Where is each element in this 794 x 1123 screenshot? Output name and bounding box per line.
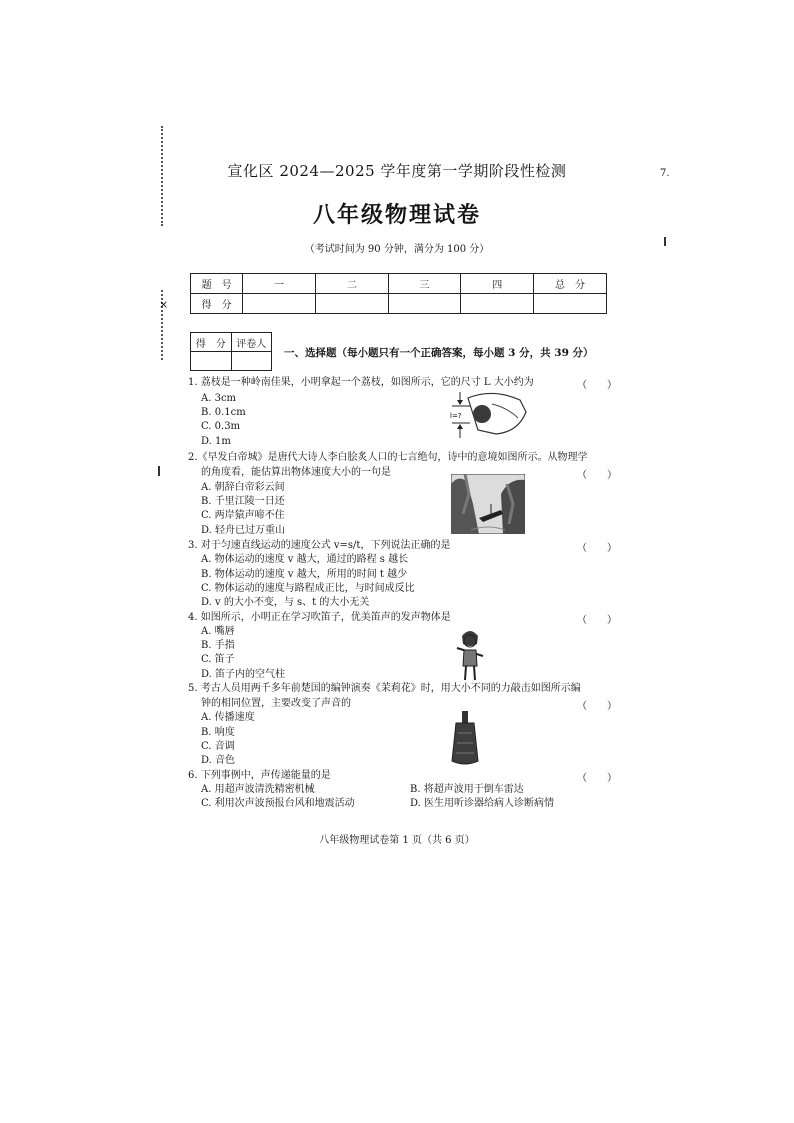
question-4-stem: 4. 如图所示，小明正在学习吹笛子，优美笛声的发声物体是 <box>188 612 451 623</box>
score-input-cell[interactable] <box>534 294 607 314</box>
section-one-title: 一、选择题（每小题只有一个正确答案，每小题 3 分，共 39 分） <box>284 347 594 359</box>
score-input-cell[interactable] <box>243 294 316 314</box>
score-header-cell: 总 分 <box>534 274 607 294</box>
question-4-option-b: B. 手指 <box>201 640 235 651</box>
score-header-cell: 题 号 <box>191 274 243 294</box>
answer-paren[interactable]: （ ） <box>577 615 617 626</box>
score-table <box>190 273 607 314</box>
question-1-option-c: C. 0.3m <box>201 421 241 432</box>
lychee-hand-figure <box>448 390 528 440</box>
answer-paren[interactable]: （ ） <box>577 543 617 554</box>
answer-paren[interactable]: （ ） <box>577 773 617 784</box>
score-header-cell: 四 <box>461 274 534 294</box>
grader-table <box>190 332 272 371</box>
bronze-bell-figure <box>448 711 482 767</box>
question-5-stem: 5. 考古人员用两千多年前楚国的编钟演奏《茉莉花》时，用大小不同的力敲击如图所示编 <box>188 683 581 694</box>
boat-river-painting <box>451 474 525 534</box>
grader-score-label: 得 分 <box>191 333 232 352</box>
question-2-option-c: C. 两岸猿声啼不住 <box>201 510 285 521</box>
grader-name-cell[interactable] <box>231 352 271 371</box>
boy-flute-figure <box>455 626 485 682</box>
score-input-cell[interactable] <box>388 294 461 314</box>
question-4-option-c: C. 笛子 <box>201 654 235 665</box>
exam-header-title: 宣化区 2024—2025 学年度第一学期阶段性检测 <box>227 162 567 180</box>
figure-label-l: l=? <box>450 412 462 420</box>
question-5-option-a: A. 传播速度 <box>201 712 255 723</box>
exam-main-title: 八年级物理试卷 <box>312 202 481 228</box>
question-6-option-b: B. 将超声波用于倒车雷达 <box>410 784 524 795</box>
page-footer: 八年级物理试卷第 1 页（共 6 页） <box>319 835 475 846</box>
question-6-option-a: A. 用超声波清洗精密机械 <box>201 784 315 795</box>
question-5-option-d: D. 音色 <box>201 755 236 766</box>
answer-paren[interactable]: （ ） <box>577 470 617 481</box>
question-2-option-a: A. 朝辞白帝彩云间 <box>201 482 285 493</box>
question-3-option-d: D. v 的大小不变，与 s、t 的大小无关 <box>201 597 370 608</box>
grader-name-label: 评卷人 <box>231 333 271 352</box>
question-4-option-d: D. 笛子内的空气柱 <box>201 669 286 680</box>
question-2-stem-cont: 的角度看，能估算出物体速度大小的一句是 <box>201 467 391 478</box>
answer-paren[interactable]: （ ） <box>577 380 617 391</box>
question-1-option-d: D. 1m <box>201 436 231 447</box>
answer-paren[interactable]: （ ） <box>577 701 617 712</box>
question-1-option-a: A. 3cm <box>201 393 237 404</box>
question-2-option-b: B. 千里江陵一日还 <box>201 496 285 507</box>
binding-tick-mark <box>158 466 160 476</box>
binding-cut-mark: × <box>159 298 169 311</box>
exam-time-info: （考试时间为 90 分钟，满分为 100 分） <box>304 244 490 255</box>
question-5-stem-cont: 钟的相同位置，主要改变了声音的 <box>201 698 351 709</box>
question-3-option-a: A. 物体运动的速度 v 越大，通过的路程 s 越长 <box>201 554 409 565</box>
question-2-option-d: D. 轻舟已过万重山 <box>201 525 286 536</box>
score-header-cell: 一 <box>243 274 316 294</box>
question-3-option-b: B. 物体运动的速度 v 越大，所用的时间 t 越少 <box>201 569 408 580</box>
score-header-cell: 二 <box>316 274 389 294</box>
question-5-option-b: B. 响度 <box>201 727 235 738</box>
question-6-option-d: D. 医生用听诊器给病人诊断病情 <box>410 798 555 809</box>
question-3-stem: 3. 对于匀速直线运动的速度公式 v=s/t，下列说法正确的是 <box>188 540 451 551</box>
side-page-mark: 7. <box>660 168 670 179</box>
score-row-label: 得 分 <box>191 294 243 314</box>
question-2-stem: 2.《早发白帝城》是唐代大诗人李白脍炙人口的七言绝句，诗中的意境如图所示。从物理学 <box>188 452 588 463</box>
score-input-cell[interactable] <box>316 294 389 314</box>
question-5-option-c: C. 音调 <box>201 741 235 752</box>
question-1-stem: 1. 荔枝是一种岭南佳果，小明拿起一个荔枝，如图所示，它的尺寸 L 大小约为 <box>188 377 534 388</box>
score-header-cell: 三 <box>388 274 461 294</box>
question-1-option-b: B. 0.1cm <box>201 407 246 418</box>
score-table-score-row <box>191 294 607 314</box>
score-input-cell[interactable] <box>461 294 534 314</box>
question-4-option-a: A. 嘴唇 <box>201 626 235 637</box>
question-6-stem: 6. 下列事例中，声传递能量的是 <box>188 770 331 781</box>
question-3-option-c: C. 物体运动的速度与路程成正比，与时间成反比 <box>201 583 415 594</box>
question-6-option-c: C. 利用次声波预报台风和地震活动 <box>201 798 355 809</box>
grader-score-cell[interactable] <box>191 352 232 371</box>
score-table-header-row <box>191 274 607 294</box>
